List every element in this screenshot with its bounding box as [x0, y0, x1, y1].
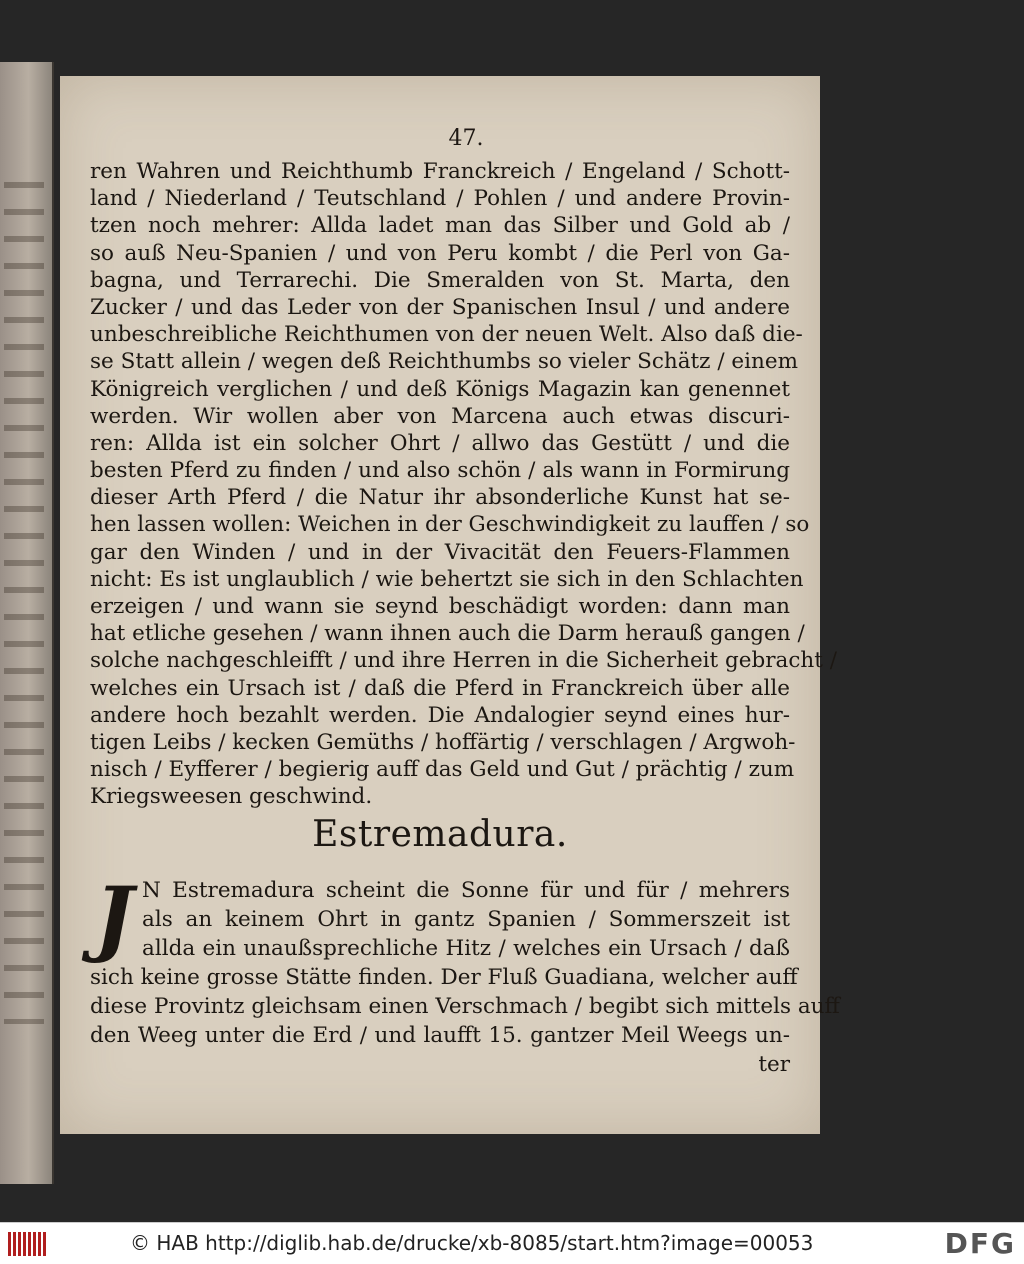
drop-cap-initial: J: [94, 870, 134, 966]
text-line: welches ein Ursach ist / daß die Pferd in Franckreich über alle: [90, 675, 790, 701]
text-line: andere hoch bezahlt werden. Die Andalogier seynd eines hur-: [90, 702, 790, 728]
text-line: allda ein unaußsprechliche Hitz / welches ein Ursach / daß: [142, 936, 790, 961]
text-line: diese Provintz gleichsam einen Verschmach / begibt sich mittels auff: [90, 994, 840, 1019]
text-line: tigen Leibs / kecken Gemüths / hoffärtig / verschlagen / Argwoh-: [90, 729, 796, 755]
text-line: gar den Winden / und in der Vivacität den Feuers-Flammen: [90, 539, 790, 565]
text-line: hen lassen wollen: Weichen in der Geschwindigkeit zu lauffen / so: [90, 512, 810, 538]
book-page: [60, 76, 840, 1134]
section-text: [90, 870, 840, 1079]
dfg-logo: DFG: [944, 1227, 1016, 1260]
text-line: N Estremadura scheint die Sonne für und für / mehrers: [142, 878, 790, 903]
body-text: [90, 158, 837, 811]
previous-page-text-ghost: [4, 182, 44, 1024]
text-line: dieser Arth Pferd / die Natur ihr absonderliche Kunst hat se-: [90, 485, 790, 511]
catchword: ter: [758, 1052, 790, 1077]
footer-bar: [0, 1222, 1024, 1264]
text-line: Königreich verglichen / und deß Königs Magazin kan genennet: [90, 376, 790, 402]
page-number: 47.: [448, 126, 484, 151]
text-line: land / Niederland / Teutschland / Pohlen / und andere Provin-: [90, 186, 790, 212]
text-line: ren Wahren und Reichthumb Franckreich / Engeland / Schott-: [90, 159, 790, 184]
footer-source-link[interactable]: © HAB http://diglib.hab.de/drucke/xb-8085/start.htm?image=00053: [130, 1231, 814, 1255]
text-line: so auß Neu-Spanien / und von Peru kombt / die Perl von Ga-: [90, 240, 790, 266]
text-line: hat etliche gesehen / wann ihnen auch die Darm herauß gangen /: [90, 621, 805, 647]
text-line: solche nachgeschleifft / und ihre Herren in die Sicherheit gebracht /: [90, 648, 837, 674]
library-logo-icon: [6, 1229, 48, 1259]
section-heading: Estremadura.: [312, 814, 568, 855]
text-line: sich keine grosse Stätte finden. Der Fluß Guadiana, welcher auff: [90, 965, 798, 990]
text-line: werden. Wir wollen aber von Marcena auch etwas discuri-: [90, 403, 790, 429]
previous-page-edge: [0, 62, 54, 1184]
text-line: Kriegsweesen geschwind.: [90, 784, 373, 810]
text-line: unbeschreibliche Reichthumen von der neuen Welt. Also daß die-: [90, 322, 803, 348]
text-line: als an keinem Ohrt in gantz Spanien / Sommerszeit ist: [142, 907, 790, 932]
text-line: den Weeg unter die Erd / und laufft 15. gantzer Meil Weegs un-: [90, 1023, 790, 1048]
text-line: nisch / Eyfferer / begierig auff das Geld und Gut / prächtig / zum: [90, 757, 795, 783]
text-line: erzeigen / und wann sie seynd beschädigt worden: dann man: [90, 594, 790, 619]
text-line: Zucker / und das Leder von der Spanischen Insul / und andere: [90, 294, 790, 320]
text-line: se Statt allein / wegen deß Reichthumbs so vieler Schätz / einem: [90, 349, 798, 375]
text-line: nicht: Es ist unglaublich / wie behertzt sie sich in den Schlachten: [90, 566, 804, 592]
text-line: bagna, und Terrarechi. Die Smeralden von St. Marta, den: [90, 267, 790, 293]
text-line: besten Pferd zu finden / und also schön / als wann in Formirung: [90, 458, 790, 484]
text-line: tzen noch mehrer: Allda ladet man das Silber und Gold ab /: [90, 213, 790, 239]
text-line: ren: Allda ist ein solcher Ohrt / allwo das Gestütt / und die: [90, 430, 790, 456]
